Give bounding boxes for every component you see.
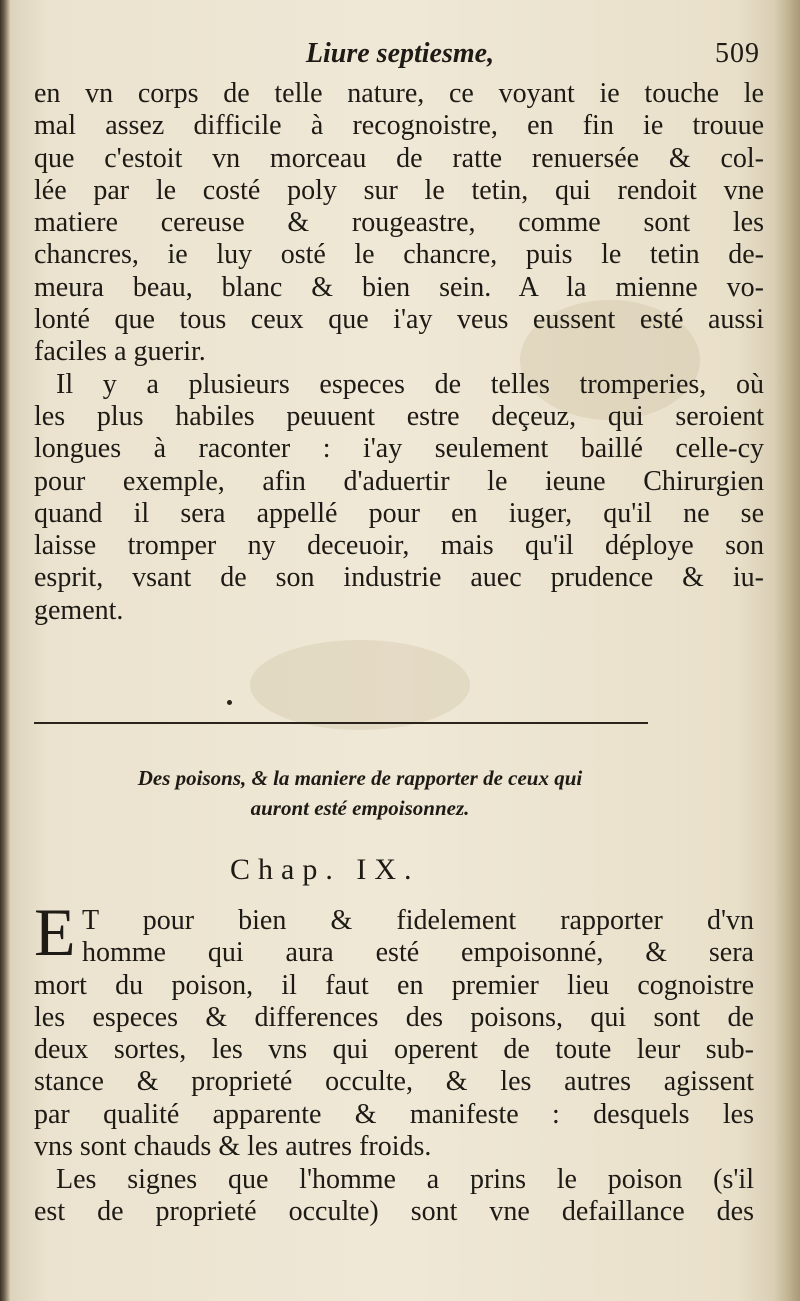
text-line: quand il sera appellé pour en iuger, qu'il ne se (34, 497, 764, 529)
section-rule (34, 722, 648, 724)
ornament-dot (227, 700, 232, 705)
paper-stain (250, 640, 470, 730)
text-line: T pour bien & fidelement rapporter d'vn (82, 905, 754, 936)
chapter-text (34, 905, 754, 1228)
text-line: lée par le costé poly sur le tetin, qui rendoit vne (34, 174, 764, 206)
text-line: homme qui aura esté empoisonné, & sera (82, 937, 754, 969)
text-line: vns sont chauds & les autres froids. (34, 1131, 432, 1163)
text-line: les especes & differences des poisons, qui sont de (34, 1001, 754, 1033)
text-line: mal assez difficile à recognoistre, en fin ie trouue (34, 110, 764, 142)
text-line: laisse tromper ny deceuoir, mais qu'il déploye son (34, 530, 764, 562)
drop-cap: E (34, 894, 76, 970)
text-line: gement. (34, 594, 124, 626)
text-line: faciles a guerir. (34, 336, 206, 368)
chapter-title-line: auront esté empoisonnez. (250, 796, 470, 820)
text-line: est de proprieté occulte) sont vne defaillance des (34, 1195, 754, 1227)
text-line: les plus habiles peuuent estre deçeuz, qui seroient (34, 400, 764, 432)
text-line: mort du poison, il faut en premier lieu cognoistre (34, 969, 754, 1001)
book-spine-shadow (0, 0, 10, 1301)
text-line: longues à raconter : i'ay seulement baillé celle-cy (34, 433, 764, 465)
text-line: que c'estoit vn morceau de ratte renuersée & col- (34, 142, 764, 174)
text-line: meura beau, blanc & bien sein. A la mienne vo- (34, 271, 764, 303)
page-edge-shadow (774, 0, 800, 1301)
chapter-title-line: Des poisons, & la maniere de rapporter de ceux qui (137, 766, 583, 790)
running-head: Liure septiesme, (305, 38, 495, 69)
text-line: par qualité apparente & manifeste : desquels les (34, 1098, 754, 1130)
text-line: esprit, vsant de son industrie auec prudence & iu- (34, 562, 764, 594)
text-line: Les signes que l'homme a prins le poison (s'il (56, 1163, 754, 1195)
text-line: matiere cereuse & rougeastre, comme sont les (34, 207, 764, 239)
text-line: en vn corps de telle nature, ce voyant ie touche le (34, 78, 764, 109)
text-line: deux sortes, les vns qui operent de toute leur sub- (34, 1034, 754, 1066)
text-line: Il y a plusieurs especes de telles tromperies, où (56, 368, 764, 400)
text-line: stance & proprieté occulte, & les autres agissent (34, 1066, 754, 1098)
page-number: 509 (715, 38, 760, 69)
chapter-title (60, 763, 660, 823)
chapter-number: Chap. IX. (230, 853, 420, 886)
text-line: lonté que tous ceux que i'ay veus eussent esté aussi (34, 304, 764, 336)
text-line: chancres, ie luy osté le chancre, puis le tetin de- (34, 239, 764, 271)
page-header (40, 38, 760, 78)
text-line: pour exemple, afin d'aduertir le ieune Chirurgien (34, 465, 764, 497)
main-text (34, 78, 764, 627)
